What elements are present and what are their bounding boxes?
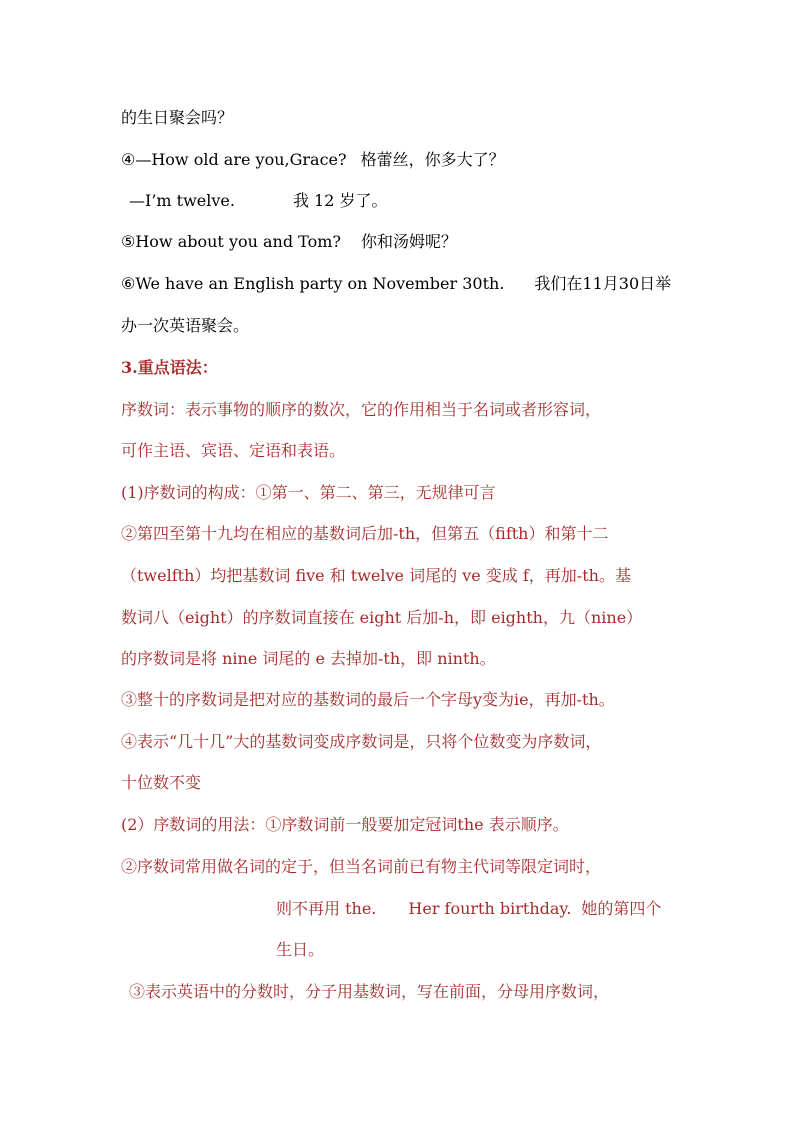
text-segment: ⑤How about you and Tom?	[121, 232, 341, 251]
text-line	[276, 940, 324, 960]
text-line	[121, 857, 601, 877]
text-segment: ④表示“几十几”大的基数词变成序数词是，只将个位数变为序数词，	[121, 732, 602, 751]
text-line	[129, 982, 609, 1002]
text-segment: —I’m twelve.	[129, 191, 235, 210]
text-segment: （twelfth）均把基数词 five 和 twelve 词尾的 ve 变成 f，再加-th。基	[121, 566, 631, 585]
text-line	[121, 108, 233, 128]
text-line	[121, 690, 615, 710]
text-segment: 你和汤姆呢？	[361, 232, 458, 251]
text-segment: ②序数词常用做名词的定于，但当名词前已有物主代词等限定词时，	[121, 857, 602, 876]
text-segment: 3.重点语法：	[121, 358, 218, 377]
text-segment: 我们在11月30日举	[534, 274, 672, 293]
text-line	[121, 232, 457, 252]
text-segment: ③整十的序数词是把对应的基数词的最后一个字母y变为ie，再加-th。	[121, 690, 615, 709]
text-segment: (2）序数词的用法：①序数词前一般要加定冠词the 表示顺序。	[121, 815, 569, 834]
text-segment: ④—How old are you,Grace?	[121, 150, 347, 169]
text-line	[121, 732, 601, 752]
text-segment: 她的第四个	[581, 899, 662, 918]
text-line	[276, 899, 661, 919]
text-line	[129, 191, 388, 211]
text-segment: 数词八（eight）的序数词直接在 eight 后加-h，即 eighth，九（nine）	[121, 608, 643, 627]
text-line	[121, 400, 601, 420]
text-segment: 十位数不变	[121, 773, 202, 792]
text-segment: ②第四至第十九均在相应的基数词后加-th，但第五（fifth）和第十二	[121, 524, 609, 543]
text-segment: 办一次英语聚会。	[121, 316, 250, 335]
text-segment: 可作主语、宾语、定语和表语。	[121, 441, 346, 460]
text-line	[121, 483, 496, 503]
text-segment: ③表示英语中的分数时，分子用基数词，写在前面，分母用序数词，	[129, 982, 610, 1001]
text-line	[121, 150, 505, 170]
text-line	[121, 524, 608, 544]
text-segment: 的序数词是将 nine 词尾的 e 去掉加-th，即 ninth。	[121, 649, 496, 668]
text-segment: 格蕾丝，你多大了？	[360, 150, 505, 169]
text-segment: 则不再用 the.	[276, 899, 377, 918]
text-line	[121, 649, 496, 669]
text-line	[121, 274, 671, 294]
text-segment: ⑥We have an English party on November 30th.	[121, 274, 505, 293]
text-segment: 的生日聚会吗？	[121, 108, 234, 127]
text-line	[121, 316, 249, 336]
text-line	[121, 566, 631, 586]
text-line	[121, 815, 569, 835]
text-segment: (1)序数词的构成：①第一、第二、第三，无规律可言	[121, 483, 496, 502]
text-line	[121, 773, 201, 793]
text-line	[121, 441, 345, 461]
section-heading	[121, 358, 218, 378]
text-segment: Her fourth birthday.	[408, 899, 572, 918]
text-segment: 序数词：表示事物的顺序的数次，它的作用相当于名词或者形容词，	[121, 400, 602, 419]
text-segment: 我 12 岁了。	[292, 191, 388, 210]
text-line	[121, 608, 642, 628]
text-segment: 生日。	[276, 940, 325, 959]
